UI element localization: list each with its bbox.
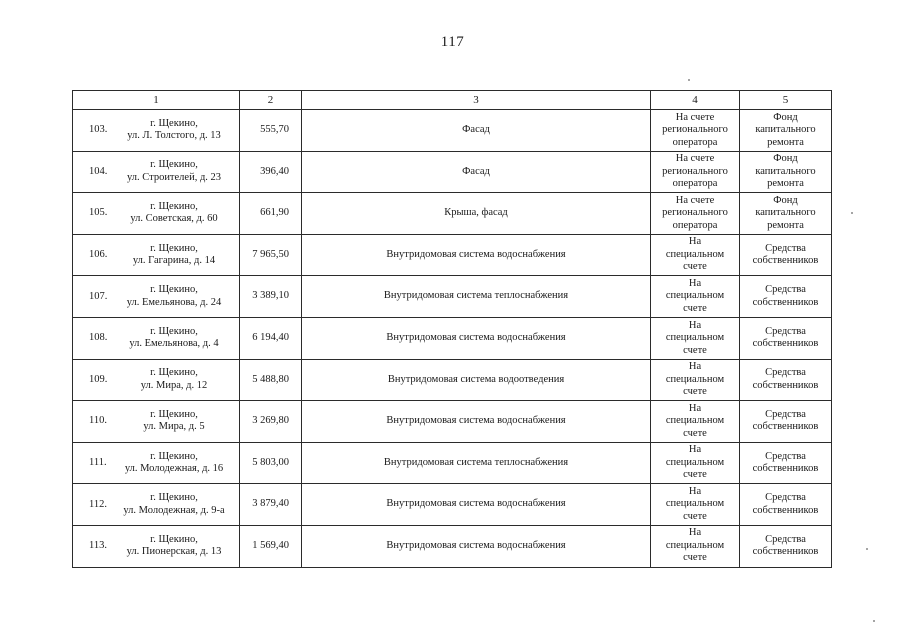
funding-cell [740, 234, 832, 276]
address-city: г. Щекино, [150, 284, 198, 296]
address-city: г. Щекино, [150, 408, 198, 420]
row-number: 111. [89, 456, 107, 468]
address-city: г. Щекино, [150, 450, 198, 462]
address-cell [73, 359, 240, 401]
work-type-cell: Внутридомовая система водоснабжения [302, 234, 651, 276]
funding-line: собственников [752, 338, 819, 350]
account-line: счете [683, 469, 707, 481]
work-type-cell: Крыша, фасад [302, 193, 651, 235]
header-col-2: 2 [240, 91, 302, 110]
table-body [73, 110, 832, 568]
account-line: На [688, 361, 702, 373]
account-line: На [688, 402, 702, 414]
account-line: специальном [665, 498, 725, 510]
account-line: специальном [665, 248, 725, 260]
account-line: счете [683, 261, 707, 273]
funding-cell [740, 525, 832, 567]
account-line: счете [683, 344, 707, 356]
funding-line: Средства [765, 492, 806, 504]
funding-line: Средства [765, 367, 806, 379]
address-cell [73, 193, 240, 235]
repair-program-table [72, 90, 832, 568]
row-number: 112. [89, 498, 107, 510]
address-city: г. Щекино, [150, 533, 198, 545]
funding-line: собственников [752, 379, 819, 391]
address-cell [73, 525, 240, 567]
area-cell: 3 879,40 [240, 484, 302, 526]
address-city: г. Щекино, [150, 242, 198, 254]
address-city: г. Щекино, [150, 200, 198, 212]
address-city: г. Щекино, [150, 492, 198, 504]
table-row [73, 359, 832, 401]
work-type-cell: Внутридомовая система теплоснабжения [302, 276, 651, 318]
work-type-cell: Фасад [302, 151, 651, 193]
area-cell: 3 389,10 [240, 276, 302, 318]
account-line: оператора [672, 219, 718, 231]
row-number: 107. [89, 290, 108, 302]
row-number: 113. [89, 539, 107, 551]
header-col-4: 4 [651, 91, 740, 110]
funding-cell [740, 401, 832, 443]
row-number: 103. [89, 124, 108, 136]
funding-line: Фонд [773, 153, 798, 165]
funding-cell [740, 110, 832, 152]
funding-line: капитального [755, 124, 816, 136]
account-cell [651, 193, 740, 235]
table-row [73, 442, 832, 484]
address-street: ул. Пионерская, д. 13 [126, 546, 222, 558]
funding-line: Фонд [773, 111, 798, 123]
funding-line: ремонта [767, 178, 804, 190]
row-number: 104. [89, 165, 108, 177]
row-number: 105. [89, 207, 108, 219]
area-cell: 396,40 [240, 151, 302, 193]
funding-line: Средства [765, 325, 806, 337]
account-cell [651, 525, 740, 567]
account-line: счете [683, 302, 707, 314]
table-header [73, 91, 832, 110]
account-line: специальном [665, 290, 725, 302]
table-row [73, 193, 832, 235]
account-line: регионального [662, 124, 728, 136]
area-cell: 6 194,40 [240, 317, 302, 359]
account-line: специальном [665, 373, 725, 385]
funding-line: Средства [765, 450, 806, 462]
area-cell: 1 569,40 [240, 525, 302, 567]
table-row [73, 234, 832, 276]
funding-cell [740, 442, 832, 484]
account-line: регионального [662, 165, 728, 177]
scan-speck [688, 79, 690, 81]
address-street: ул. Л. Толстого, д. 13 [127, 130, 221, 142]
funding-cell [740, 359, 832, 401]
work-type-cell: Внутридомовая система теплоснабжения [302, 442, 651, 484]
area-cell: 5 488,80 [240, 359, 302, 401]
account-line: На счете [675, 111, 715, 123]
account-line: специальном [665, 539, 725, 551]
address-street: ул. Молодежная, д. 9-а [123, 504, 225, 516]
funding-line: Средства [765, 533, 806, 545]
header-col-3: 3 [302, 91, 651, 110]
account-cell [651, 359, 740, 401]
account-line: счете [683, 552, 707, 564]
page-number: 117 [440, 34, 465, 50]
funding-line: собственников [752, 504, 819, 516]
account-line: На счете [675, 153, 715, 165]
account-line: оператора [672, 178, 718, 190]
address-street: ул. Мира, д. 5 [143, 421, 205, 433]
area-cell: 555,70 [240, 110, 302, 152]
funding-line: Средства [765, 284, 806, 296]
work-type-cell: Внутридомовая система водоснабжения [302, 401, 651, 443]
address-street: ул. Советская, д. 60 [130, 213, 218, 225]
row-number: 110. [89, 415, 107, 427]
account-line: На счете [675, 194, 715, 206]
work-type-cell: Внутридомовая система водоотведения [302, 359, 651, 401]
header-col-1: 1 [73, 91, 240, 110]
account-line: На [688, 485, 702, 497]
account-cell [651, 484, 740, 526]
funding-cell [740, 276, 832, 318]
work-type-cell: Внутридомовая система водоснабжения [302, 484, 651, 526]
address-cell [73, 442, 240, 484]
account-cell [651, 151, 740, 193]
address-street: ул. Гагарина, д. 14 [132, 255, 216, 267]
table-row [73, 110, 832, 152]
address-city: г. Щекино, [150, 159, 198, 171]
table-row [73, 525, 832, 567]
account-line: На [688, 444, 702, 456]
address-street: ул. Молодежная, д. 16 [124, 463, 224, 475]
funding-cell [740, 484, 832, 526]
account-line: На [688, 527, 702, 539]
funding-line: собственников [752, 296, 819, 308]
address-cell [73, 151, 240, 193]
header-row [73, 91, 832, 110]
address-city: г. Щекино, [150, 325, 198, 337]
funding-line: Средства [765, 242, 806, 254]
funding-line: собственников [752, 463, 819, 475]
area-cell: 3 269,80 [240, 401, 302, 443]
address-cell [73, 276, 240, 318]
account-line: специальном [665, 415, 725, 427]
address-cell [73, 401, 240, 443]
funding-line: Средства [765, 408, 806, 420]
row-number: 106. [89, 248, 108, 260]
work-type-cell: Внутридомовая система водоснабжения [302, 317, 651, 359]
account-line: оператора [672, 136, 718, 148]
address-cell [73, 110, 240, 152]
funding-line: ремонта [767, 219, 804, 231]
header-col-5: 5 [740, 91, 832, 110]
address-cell [73, 317, 240, 359]
account-cell [651, 401, 740, 443]
area-cell: 7 965,50 [240, 234, 302, 276]
address-cell [73, 234, 240, 276]
account-line: счете [683, 386, 707, 398]
funding-line: собственников [752, 546, 819, 558]
scan-speck [866, 548, 868, 550]
account-cell [651, 234, 740, 276]
funding-line: капитального [755, 165, 816, 177]
table-row [73, 401, 832, 443]
account-cell [651, 317, 740, 359]
row-number: 108. [89, 332, 108, 344]
funding-cell [740, 317, 832, 359]
account-line: На [688, 277, 702, 289]
table-row [73, 484, 832, 526]
funding-line: собственников [752, 255, 819, 267]
table-row [73, 151, 832, 193]
address-city: г. Щекино, [150, 367, 198, 379]
account-line: специальном [665, 456, 725, 468]
account-line: счете [683, 427, 707, 439]
address-street: ул. Мира, д. 12 [140, 379, 208, 391]
work-type-cell: Внутридомовая система водоснабжения [302, 525, 651, 567]
address-street: ул. Емельянова, д. 4 [129, 338, 219, 350]
area-cell: 5 803,00 [240, 442, 302, 484]
area-cell: 661,90 [240, 193, 302, 235]
account-line: специальном [665, 332, 725, 344]
address-cell [73, 484, 240, 526]
account-cell [651, 442, 740, 484]
funding-line: ремонта [767, 136, 804, 148]
account-line: регионального [662, 207, 728, 219]
funding-cell [740, 193, 832, 235]
account-cell [651, 110, 740, 152]
row-number: 109. [89, 373, 108, 385]
work-type-cell: Фасад [302, 110, 651, 152]
account-cell [651, 276, 740, 318]
account-line: счете [683, 510, 707, 522]
table-row [73, 317, 832, 359]
funding-cell [740, 151, 832, 193]
funding-line: капитального [755, 207, 816, 219]
funding-line: собственников [752, 421, 819, 433]
address-city: г. Щекино, [150, 117, 198, 129]
scan-speck [851, 212, 853, 214]
account-line: На [688, 319, 702, 331]
table-row [73, 276, 832, 318]
account-line: На [688, 236, 702, 248]
scan-speck [873, 620, 875, 622]
funding-line: Фонд [773, 194, 798, 206]
address-street: ул. Строителей, д. 23 [126, 171, 222, 183]
address-street: ул. Емельянова, д. 24 [126, 296, 222, 308]
